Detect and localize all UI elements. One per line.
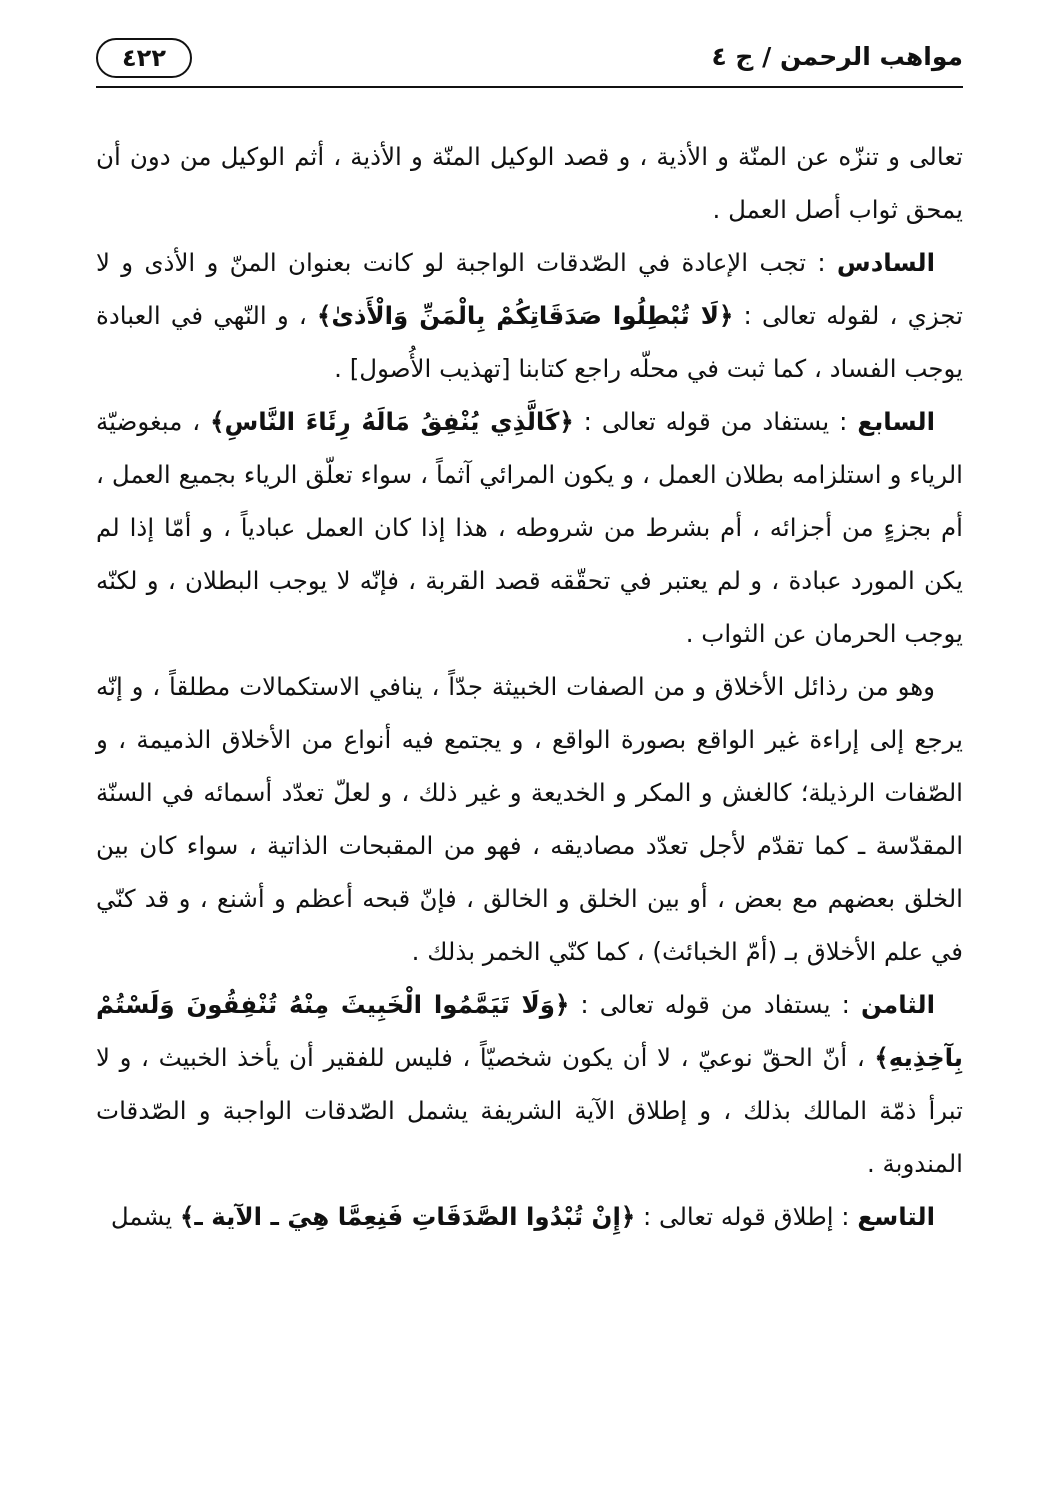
paragraph-text: : تجب الإعادة في الصّدقات الواجبة لو كانت بعنوان المنّ و الأذى و لا تجزي ، لقوله تعالى :: [96, 248, 963, 330]
page-header: [96, 38, 963, 84]
paragraph: [96, 1190, 963, 1243]
paragraph-text: وهو من رذائل الأخلاق و من الصفات الخبيثة جدّاً ، ينافي الاستكمالات مطلقاً ، و إنّه يرجع إلى إراءة غير الواقع بصورة الواقع ، و يجتمع فيه أنواع من الأخلاق الذميمة ، و الصّفات الرذيلة؛ كالغش و المكر و الخديعة و غير ذلك ، و لعلّ تعدّد أسمائه في السنّة المقدّسة ـ كما تقدّم لأجل تعدّد مصاديقه ، فهو من المقبحات الذاتية ، سواء كان بين الخلق بعضهم مع بعض ، أو بين الخلق و الخالق ، فإنّ قبحه أعظم و أشنع ، و قد كنّي في علم الأخلاق بـ (أمّ الخبائث) ، كما كنّي الخمر بذلك .: [96, 672, 963, 966]
paragraph-lead: التاسع: [857, 1202, 935, 1231]
paragraph-text: ، أنّ الحقّ نوعيّ ، لا أن يكون شخصيّاً ، فليس للفقير أن يأخذ الخبيث ، و لا تبرأ ذمّة المالك بذلك ، و إطلاق الآية الشريفة يشمل الصّدقات الواجبة و الصّدقات المندوبة .: [96, 1043, 963, 1178]
paragraph-text: : يستفاد من قوله تعالى :: [573, 407, 858, 436]
paragraph-text: يشمل: [110, 1202, 181, 1231]
quran-verse: ﴿وَلَا تَيَمَّمُوا الْخَبِيثَ مِنْهُ تُنْفِقُونَ وَلَسْتُمْ بِآخِذِيهِ﴾: [96, 990, 963, 1072]
paragraph-text: ، مبغوضيّة الرياء و استلزامه بطلان العمل ، و يكون المرائي آثماً ، سواء تعلّق الرياء بجميع العمل ، أم بجزءٍ من أجزائه ، أم بشرط من شروطه ، هذا إذا كان العمل عبادياً ، و أمّا إذا لم يكن المورد عبادة ، و لم يعتبر في تحقّقه قصد القربة ، فإنّه لا يوجب البطلان ، و لكنّه يوجب الحرمان عن الثواب .: [96, 407, 963, 648]
paragraph-text: : إطلاق قوله تعالى :: [635, 1202, 858, 1231]
paragraph: [96, 236, 963, 395]
quran-verse: ﴿إِنْ تُبْدُوا الصَّدَقَاتِ فَنِعِمَّا هِيَ ـ الآية ـ﴾: [180, 1202, 636, 1231]
paragraph-text: تعالى و تنزّه عن المنّة و الأذية ، و قصد الوكيل المنّة و الأذية ، أثم الوكيل من دون أن يمحق ثواب أصل العمل .: [96, 142, 963, 224]
body-text: [96, 130, 963, 1243]
page-number: ٤٢٢: [122, 44, 166, 72]
paragraph-text: : يستفاد من قوله تعالى :: [569, 990, 861, 1019]
quran-verse: ﴿لَا تُبْطِلُوا صَدَقَاتِكُمْ بِالْمَنِّ وَالْأَذىٰ﴾: [317, 301, 734, 330]
paragraph-text: ، و النّهي في العبادة يوجب الفساد ، كما ثبت في محلّه راجع كتابنا [تهذيب الأُصول] .: [96, 301, 963, 383]
paragraph: [96, 130, 963, 236]
running-title: مواهب الرحمن / ج ٤: [711, 42, 963, 71]
page-number-badge: [96, 38, 192, 78]
paragraph: [96, 660, 963, 978]
header-rule: [96, 86, 963, 88]
paragraph: [96, 978, 963, 1190]
paragraph-lead: السابع: [857, 407, 935, 436]
paragraph-lead: الثامن: [860, 990, 935, 1019]
paragraph: [96, 395, 963, 660]
quran-verse: ﴿كَالَّذِي يُنْفِقُ مَالَهُ رِئَاءَ النَّاسِ﴾: [210, 407, 574, 436]
paragraph-lead: السادس: [836, 248, 935, 277]
